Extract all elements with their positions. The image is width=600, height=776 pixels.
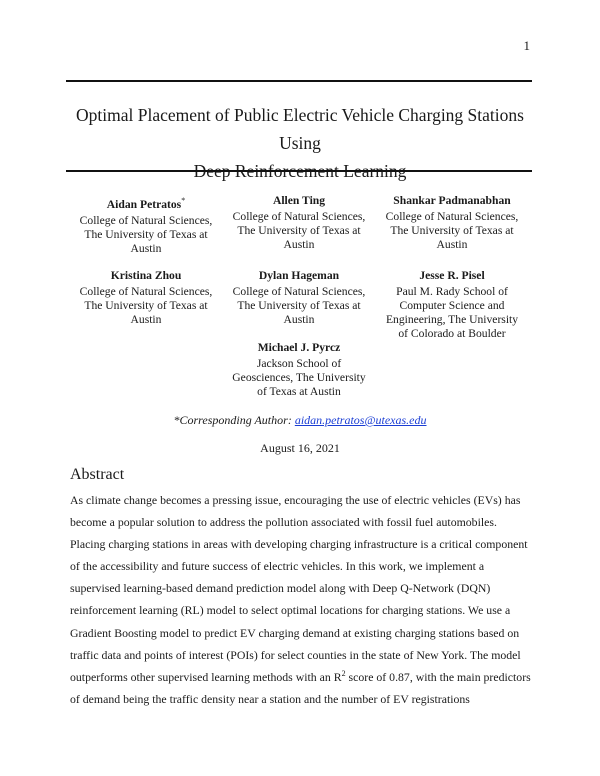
r-squared-superscript: 2 (341, 668, 346, 678)
author-affiliation: College of Natural Sciences, (232, 285, 366, 298)
author-block (224, 269, 374, 327)
author-block (377, 194, 527, 252)
title-rule-bottom (66, 170, 532, 172)
author-affiliation: Computer Science and (399, 299, 505, 312)
author-affiliation: Geosciences, The University (232, 371, 366, 384)
author-affiliation: College of Natural Sciences, (79, 285, 213, 298)
author-affiliation: Austin (436, 238, 468, 251)
title-rule-top (66, 80, 532, 82)
author-block (71, 269, 221, 327)
author-affiliation: Austin (283, 313, 315, 326)
paper-title (60, 101, 540, 185)
corresponding-email-link[interactable]: aidan.petratos@utexas.edu (294, 413, 427, 427)
corresponding-label: *Corresponding Author: (173, 413, 295, 427)
author-name: Dylan Hageman (258, 269, 340, 282)
author-affiliation: The University of Texas at (84, 227, 208, 241)
author-affiliation: of Colorado at Boulder (398, 327, 506, 340)
author-affiliation: Austin (130, 313, 162, 326)
abstract-text-part: score of 0.87, with the main predictors of demand being the traffic density near a station and the number of EV registrations (70, 669, 531, 706)
author-affiliation: The University of Texas at (237, 299, 361, 312)
author-name: Allen Ting (272, 194, 326, 207)
author-affiliation: of Texas at Austin (257, 385, 341, 398)
author-affiliation: Austin (283, 238, 315, 251)
author-affiliation: Paul M. Rady School of (396, 285, 508, 298)
author-block (377, 269, 527, 341)
title-line-1: Optimal Placement of Public Electric Vehicle Charging Stations Using (76, 105, 524, 153)
author-name: Michael J. Pyrcz (257, 341, 341, 354)
author-affiliation: Austin (130, 241, 162, 255)
author-affiliation: The University of Texas at (84, 299, 208, 312)
corresponding-marker: * (181, 196, 186, 205)
author-block (224, 341, 374, 399)
abstract-text (70, 489, 532, 710)
abstract-heading: Abstract (70, 466, 125, 483)
author-name: Jesse R. Pisel (419, 269, 485, 282)
page-number: 1 (523, 38, 530, 53)
author-block (224, 194, 374, 252)
paper-date: August 16, 2021 (260, 441, 340, 455)
abstract-text-part: As climate change becomes a pressing issue, encouraging the use of electric vehicles (EVs) has become a popular solution to address the pollution associated with fossil fuel automobiles. Placing charging stations in areas with developing charging infrastructure is a critical component of the accessibility and future success of electric vehicles. In this work, we implement a supervised learning-based demand prediction model along with Deep Q-Network (DQN) reinforcement learning (RL) model to select optimal locations for charging stations. We use a Gradient Boosting model to predict EV charging demand at existing charging stations based on traffic data and points of interest (POIs) for select counties in the state of New York. The model outperforms other supervised learning methods with an R (70, 493, 528, 684)
title-line-2: Deep Reinforcement Learning (193, 161, 407, 181)
author-affiliation: The University of Texas at (237, 224, 361, 237)
author-name: Shankar Padmanabhan (393, 194, 511, 207)
author-block (71, 194, 221, 256)
author-affiliation: Jackson School of (256, 357, 342, 370)
author-name: Kristina Zhou (110, 269, 182, 282)
author-affiliation: College of Natural Sciences, (79, 213, 213, 227)
author-affiliation: The University of Texas at (390, 224, 514, 237)
author-affiliation: Engineering, The University (385, 313, 519, 326)
author-affiliation: College of Natural Sciences, (385, 210, 519, 223)
corresponding-author (0, 413, 600, 428)
author-affiliation: College of Natural Sciences, (232, 210, 366, 223)
author-name: Aidan Petratos* (106, 196, 186, 211)
